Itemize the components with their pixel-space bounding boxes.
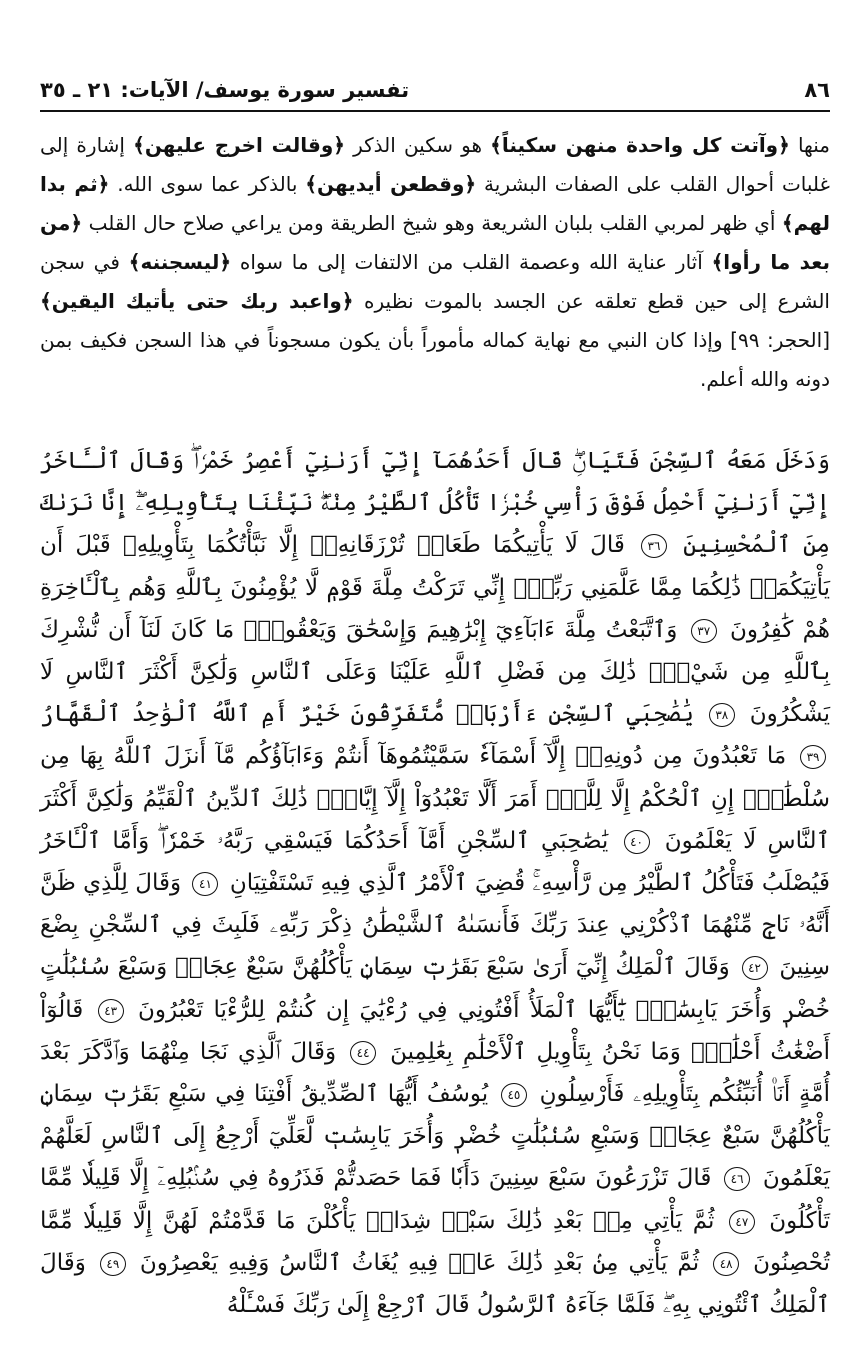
page-number: ٨٦ bbox=[804, 78, 830, 102]
commentary-text: بالذكر عما سوى الله. bbox=[109, 172, 306, 196]
commentary-text: [الحجر: ٩٩] وإذا كان النبي مع نهاية كماله مأموراً بأن يكون مسجوناً في هذا السجن فكيف بمن دونه والله أعلم. bbox=[40, 328, 831, 391]
verse-number-marker: ٤٢ bbox=[742, 956, 768, 980]
commentary-text: منها bbox=[789, 133, 831, 157]
verse-number-marker: ٣٧ bbox=[691, 619, 717, 643]
quoted-verse: ﴿وآتت كل واحدة منهن سكيناً﴾ bbox=[490, 133, 790, 157]
verse-number-marker: ٣٩ bbox=[800, 745, 826, 769]
verse-number-marker: ٤٣ bbox=[98, 999, 124, 1023]
verse-number-marker: ٤٨ bbox=[713, 1252, 739, 1276]
verse-text: مَا تَعْبُدُونَ مِن دُونِهِۦٓ إِلَّآ أَسْمَآءٗ سَمَّيْتُمُوهَآ أَنتُمْ وَءَابَآؤُكُم مَّآ أَنزَلَ ٱللَّهُ بِهَا مِن سُلْطَٰنٍۚ إِنِ ٱلْحُكْمُ إِلَّا لِلَّهِۚ أَمَرَ أَلَّا تَعْبُدُوٓاْ إِلَّآ إِيَّاهُۚ ذَٰلِكَ ٱلدِّينُ ٱلْقَيِّمُ وَلَٰكِنَّ أَكْثَرَ ٱلنَّاسِ لَا يَعْلَمُونَ bbox=[40, 743, 831, 854]
verse-text: يَٰصَٰحِبَيِ ٱلسِّجْنِ ءَأَرْبَابٞ مُّتَفَرِّقُونَ خَيْرٌ أَمِ ٱللَّهُ ٱلْوَٰحِدُ ٱلْقَهَّارُ bbox=[40, 701, 694, 728]
commentary-text: إشارة إلى غلبات أحوال القلب على الصفات البشرية bbox=[40, 133, 830, 196]
verse-text: وَقَالَ لِلَّذِي ظَنَّ أَنَّهُۥ نَاجٖ مِّنْهُمَا ٱذْكُرْنِي عِندَ رَبِّكَ فَأَنسَىٰهُ ٱلشَّيْطَٰنُ ذِكْرَ رَبِّهِۦ فَلَبِثَ فِي ٱلسِّجْنِ بِضْعَ سِنِينَ bbox=[40, 870, 830, 981]
verse-text: وَقَالَ ٱلْمَلِكُ ٱئْتُونِي بِهِۦۖ فَلَمَّا جَآءَهُ ٱلرَّسُولُ قَالَ ٱرْجِعْ إِلَىٰ رَبِّكَ فَسْـَٔلْهُ bbox=[40, 1249, 830, 1319]
verse-text: وَٱتَّبَعْتُ مِلَّةَ ءَابَآءِيٓ إِبْرَٰهِيمَ وَإِسْحَٰقَ وَيَعْقُوبَۚ مَا كَانَ لَنَآ أَن نُّشْرِكَ بِٱللَّهِ مِن شَيْءٖۚ ذَٰلِكَ مِن فَضْلِ ٱللَّهِ عَلَيْنَا وَعَلَى ٱلنَّاسِ وَلَٰكِنَّ أَكْثَرَ ٱلنَّاسِ لَا يَشْكُرُونَ bbox=[40, 616, 831, 728]
verse-number-marker: ٤٠ bbox=[624, 830, 650, 854]
verse-text: ثُمَّ يَأْتِي مِنۢ بَعْدِ ذَٰلِكَ سَبْعٞ شِدَادٞ يَأْكُلْنَ مَا قَدَّمْتُمْ لَهُنَّ إِلَّا قَلِيلٗا مِّمَّا تُحْصِنُونَ bbox=[40, 1207, 831, 1276]
header-divider bbox=[40, 110, 830, 112]
commentary-text: أي ظهر لمربي القلب بلبان الشريعة وهو شيخ الطريقة ومن يراعي صلاح حال القلب bbox=[82, 211, 782, 235]
verse-text: قَالَ لَا يَأْتِيكُمَا طَعَامٞ تُرْزَقَانِهِۦٓ إِلَّا نَبَّأْتُكُمَا بِتَأْوِيلِهِۦ قَبْلَ أَن يَأْتِيَكُمَاۚ ذَٰلِكُمَا مِمَّا عَلَّمَنِي رَبِّيٓۚ إِنِّي تَرَكْتُ مِلَّةَ قَوْمٖ لَّا يُؤْمِنُونَ بِٱللَّهِ وَهُم بِٱلْـَٔاخِرَةِ هُمْ كَٰفِرُونَ bbox=[40, 532, 831, 643]
verse-number-marker: ٤٧ bbox=[729, 1210, 755, 1234]
verse-number-marker: ٤٥ bbox=[501, 1083, 527, 1107]
verse-number-marker: ٤٩ bbox=[100, 1252, 126, 1276]
verse-text: وَقَالَ ٱلْمَلِكُ إِنِّيٓ أَرَىٰ سَبْعَ بَقَرَٰتٖ سِمَانٖ يَأْكُلُهُنَّ سَبْعٌ عِجَافٞ وَسَبْعَ سُنۢبُلَٰتٍ خُضْرٖ وَأُخَرَ يَابِسَٰتٖۖ يَٰٓأَيُّهَا ٱلْمَلَأُ أَفْتُونِي فِي رُءْيَٰيَ إِن كُنتُمْ لِلرُّءْيَا تَعْبُرُونَ bbox=[40, 954, 830, 1023]
verse-number-marker: ٤١ bbox=[192, 872, 218, 896]
verse-text: قَالُوٓاْ أَضْغَٰثُ أَحْلَٰمٖۖ وَمَا نَحْنُ بِتَأْوِيلِ ٱلْأَحْلَٰمِ بِعَٰلِمِينَ bbox=[40, 996, 831, 1065]
verse-text: وَقَالَ ٱلَّذِي نَجَا مِنْهُمَا وَٱدَّكَرَ بَعْدَ أُمَّةٍ أَنَا۠ أُنَبِّئُكُم بِتَأْوِيلِهِۦ فَأَرْسِلُونِ bbox=[40, 1038, 831, 1108]
commentary-text: في سجن الشرع إلى حين قطع تعلقه عن الجسد بالموت نظيره bbox=[40, 250, 830, 313]
page-header bbox=[40, 72, 830, 108]
commentary-paragraph bbox=[40, 126, 830, 399]
quoted-verse: ﴿وقالت اخرج عليهن﴾ bbox=[133, 133, 346, 157]
verse-number-marker: ٤٦ bbox=[724, 1167, 750, 1191]
verse-number-marker: ٤٤ bbox=[350, 1041, 376, 1065]
verse-text: وَدَخَلَ مَعَهُ ٱلسِّجْنَ فَتَيَانِۖ قَالَ أَحَدُهُمَآ إِنِّيٓ أَرَىٰنِيٓ أَعْصِرُ خَمْرٗاۖ وَقَالَ ٱلْـَٔاخَرُ إِنِّيٓ أَرَىٰنِيٓ أَحْمِلُ فَوْقَ رَأْسِي خُبْزٗا تَأْكُلُ ٱلطَّيْرُ مِنْهُۖ نَبِّئْنَا بِتَأْوِيلِهِۦٓۖ إِنَّا نَرَىٰكَ مِنَ ٱلْمُحْسِنِينَ bbox=[40, 448, 831, 559]
verse-text: ثُمَّ يَأْتِي مِنۢ بَعْدِ ذَٰلِكَ عَامٞ فِيهِ يُغَاثُ ٱلنَّاسُ وَفِيهِ يَعْصِرُونَ bbox=[139, 1249, 700, 1276]
verse-number-marker: ٣٨ bbox=[709, 703, 735, 727]
verse-text: يُوسُفُ أَيُّهَا ٱلصِّدِّيقُ أَفْتِنَا فِي سَبْعِ بَقَرَٰتٖ سِمَانٖ يَأْكُلُهُنَّ سَبْعٌ عِجَافٞ وَسَبْعِ سُنۢبُلَٰتٍ خُضْرٖ وَأُخَرَ يَابِسَٰتٖ لَّعَلِّيٓ أَرْجِعُ إِلَى ٱلنَّاسِ لَعَلَّهُمْ يَعْلَمُونَ bbox=[40, 1081, 830, 1192]
quran-verses-section bbox=[40, 440, 830, 1326]
quoted-verse: ﴿ثم بدا لهم﴾ bbox=[40, 172, 830, 235]
quoted-verse: ﴿من بعد ما رأوا﴾ bbox=[40, 211, 830, 274]
quoted-verse: ﴿وقطعن أيديهن﴾ bbox=[305, 172, 477, 196]
verse-number-marker: ٣٦ bbox=[641, 534, 667, 558]
verse-text: قَالَ تَزْرَعُونَ سَبْعَ سِنِينَ دَأَبٗا فَمَا حَصَدتُّمْ فَذَرُوهُ فِي سُنۢبُلِهِۦٓ إِلَّا قَلِيلٗا مِّمَّا تَأْكُلُونَ bbox=[40, 1165, 830, 1234]
verse-text: يَٰصَٰحِبَيِ ٱلسِّجْنِ أَمَّآ أَحَدُكُمَا فَيَسْقِي رَبَّهُۥ خَمْرٗاۖ وَأَمَّا ٱلْـَٔاخَرُ فَيُصْلَبُ فَتَأْكُلُ ٱلطَّيْرُ مِن رَّأْسِهِۦۚ قُضِيَ ٱلْأَمْرُ ٱلَّذِي فِيهِ تَسْتَفْتِيَانِ bbox=[40, 827, 831, 897]
quoted-verse: ﴿ليسجننه﴾ bbox=[128, 250, 232, 274]
commentary-text: آثار عناية الله وعصمة القلب من الالتفات إلى ما سواه bbox=[231, 250, 712, 274]
commentary-text: هو سكين الذكر bbox=[345, 133, 491, 157]
running-title: تفسير سورة يوسف/ الآيات: ٢١ ـ ٣٥ bbox=[40, 78, 410, 102]
quoted-verse: ﴿واعبد ربك حتى يأتيك اليقين﴾ bbox=[40, 289, 354, 313]
verses-paragraph bbox=[40, 440, 830, 1326]
commentary-section bbox=[40, 126, 830, 399]
